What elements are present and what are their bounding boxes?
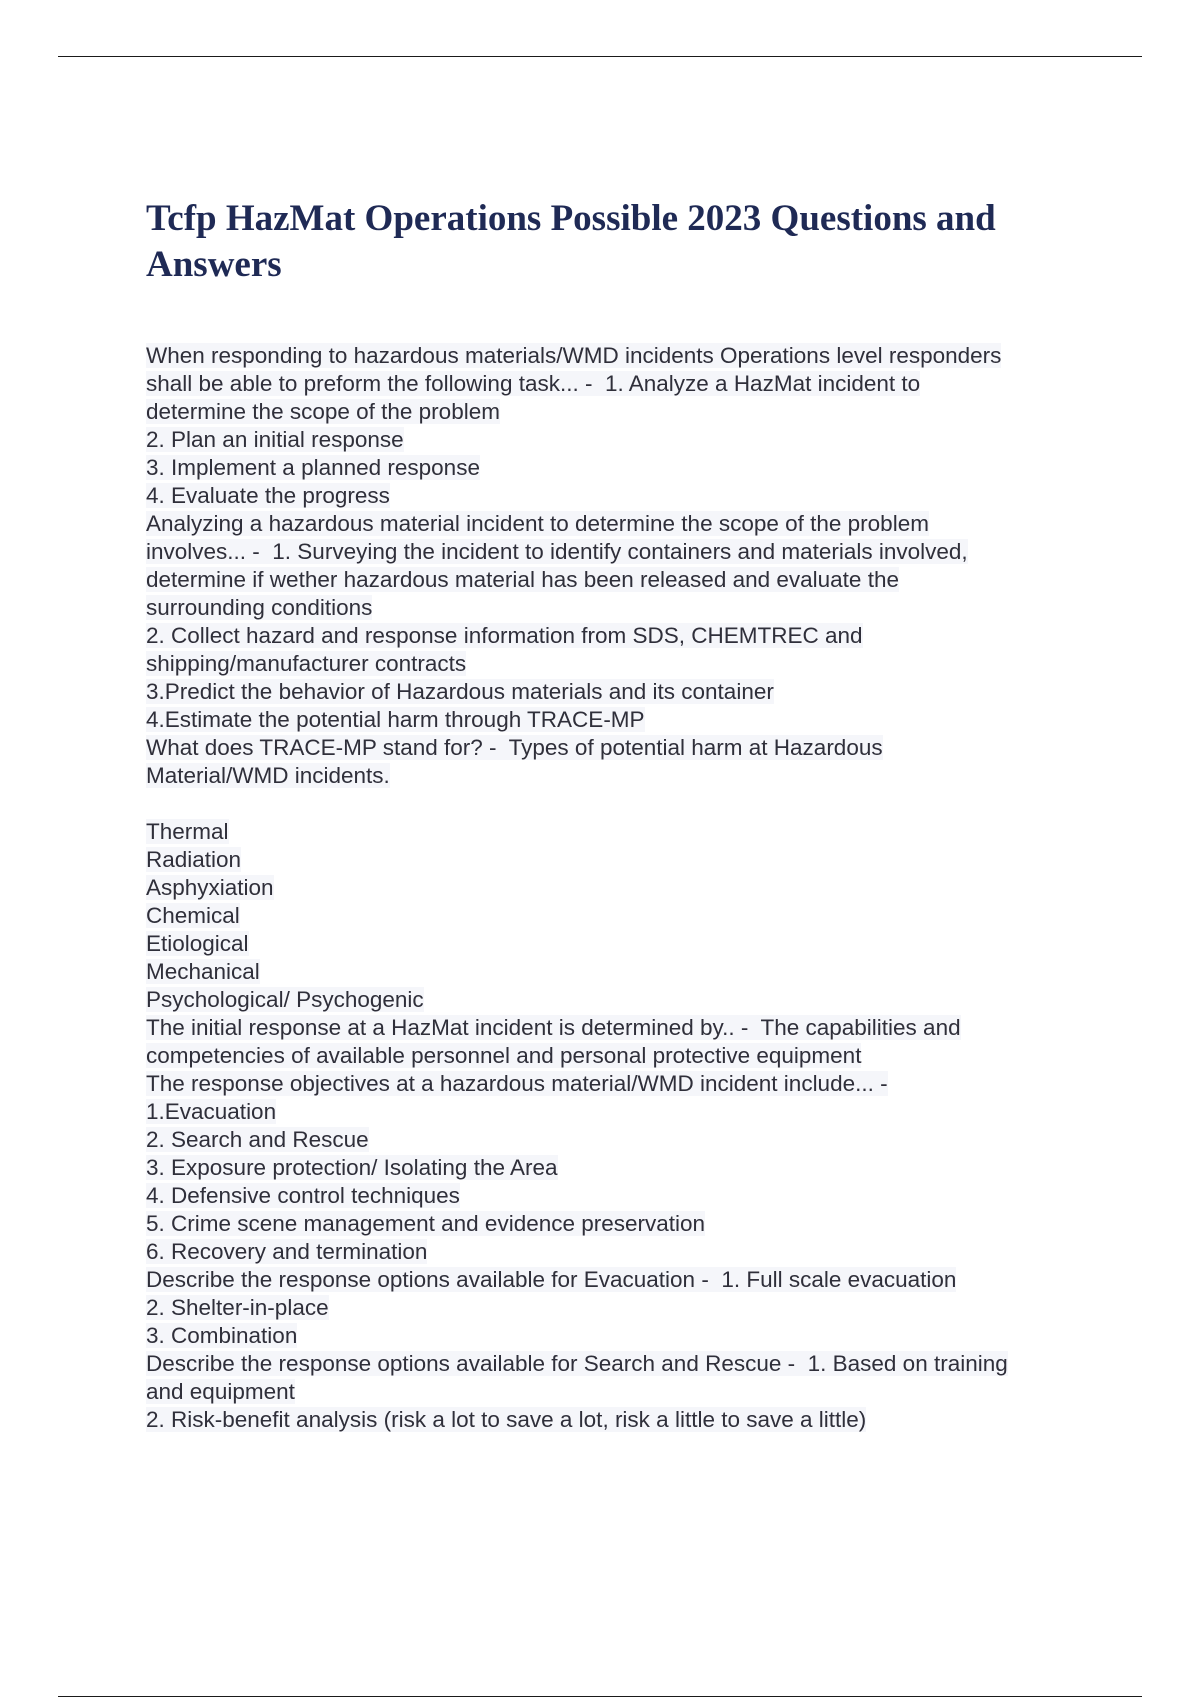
text-line bbox=[146, 706, 1146, 734]
text-line bbox=[146, 594, 1146, 622]
text-line-content: Material/WMD incidents. bbox=[146, 763, 390, 788]
text-line-content: determine the scope of the problem bbox=[146, 399, 500, 424]
text-line-content: 2. Risk-benefit analysis (risk a lot to save a lot, risk a little to save a little) bbox=[146, 1407, 867, 1432]
footer-rule bbox=[58, 1696, 1142, 1697]
text-line bbox=[146, 1154, 1146, 1182]
text-line-content: The initial response at a HazMat incident is determined by.. - The capabilities and bbox=[146, 1015, 961, 1040]
text-line bbox=[146, 426, 1146, 454]
text-line bbox=[146, 762, 1146, 790]
text-line-content: Mechanical bbox=[146, 959, 260, 984]
text-line-content: When responding to hazardous materials/WMD incidents Operations level responders bbox=[146, 343, 1002, 368]
text-line bbox=[146, 1182, 1146, 1210]
text-line-content: Radiation bbox=[146, 847, 242, 872]
text-line-content: 4. Evaluate the progress bbox=[146, 483, 390, 508]
text-line-content: shipping/manufacturer contracts bbox=[146, 651, 467, 676]
text-line bbox=[146, 1294, 1146, 1322]
text-line bbox=[146, 454, 1146, 482]
text-line-content: competencies of available personnel and personal protective equipment bbox=[146, 1043, 862, 1068]
text-line bbox=[146, 1126, 1146, 1154]
text-line-content: Describe the response options available for Evacuation - 1. Full scale evacuation bbox=[146, 1267, 957, 1292]
text-line-content: Thermal bbox=[146, 819, 229, 844]
text-line-content: Etiological bbox=[146, 931, 249, 956]
text-line bbox=[146, 986, 1146, 1014]
text-line-content: Asphyxiation bbox=[146, 875, 274, 900]
text-line-content: 3.Predict the behavior of Hazardous materials and its container bbox=[146, 679, 774, 704]
text-line bbox=[146, 1350, 1146, 1378]
text-line-content: Analyzing a hazardous material incident to determine the scope of the problem bbox=[146, 511, 929, 536]
text-line bbox=[146, 1406, 1146, 1434]
text-line-content: 6. Recovery and termination bbox=[146, 1239, 428, 1264]
document-title: Tcfp HazMat Operations Possible 2023 Questions and Answers bbox=[146, 198, 996, 285]
text-line-content: 3. Implement a planned response bbox=[146, 455, 480, 480]
text-line bbox=[146, 1210, 1146, 1238]
text-line-content: 1.Evacuation bbox=[146, 1099, 277, 1124]
text-line bbox=[146, 1014, 1146, 1042]
text-line-content: 2. Shelter-in-place bbox=[146, 1295, 329, 1320]
text-line-content: Chemical bbox=[146, 903, 240, 928]
text-line-content: Describe the response options available for Search and Rescue - 1. Based on training bbox=[146, 1351, 1008, 1376]
text-line bbox=[146, 874, 1146, 902]
text-line-content: The response objectives at a hazardous material/WMD incident include... - bbox=[146, 1071, 888, 1096]
text-line bbox=[146, 930, 1146, 958]
text-line-content: 2. Plan an initial response bbox=[146, 427, 404, 452]
text-line bbox=[146, 1266, 1146, 1294]
text-line-content: involves... - 1. Surveying the incident to identify containers and materials involved, bbox=[146, 539, 968, 564]
text-line-content: What does TRACE-MP stand for? - Types of potential harm at Hazardous bbox=[146, 735, 883, 760]
text-line-content: 2. Search and Rescue bbox=[146, 1127, 369, 1152]
text-line bbox=[146, 622, 1146, 650]
text-line bbox=[146, 342, 1146, 370]
text-line bbox=[146, 1238, 1146, 1266]
text-line bbox=[146, 1322, 1146, 1350]
text-line-content: 2. Collect hazard and response information from SDS, CHEMTREC and bbox=[146, 623, 863, 648]
text-line-content: 3. Exposure protection/ Isolating the Area bbox=[146, 1155, 558, 1180]
text-line bbox=[146, 846, 1146, 874]
text-line bbox=[146, 1070, 1146, 1098]
text-line bbox=[146, 958, 1146, 986]
text-line bbox=[146, 370, 1146, 398]
text-line-content: surrounding conditions bbox=[146, 595, 373, 620]
document-body bbox=[146, 342, 1146, 1434]
text-line-content: Psychological/ Psychogenic bbox=[146, 987, 424, 1012]
text-line-content: shall be able to preform the following task... - 1. Analyze a HazMat incident to bbox=[146, 371, 921, 396]
text-line-content: 5. Crime scene management and evidence preservation bbox=[146, 1211, 706, 1236]
text-line bbox=[146, 538, 1146, 566]
blank-line bbox=[146, 790, 1146, 818]
text-line bbox=[146, 482, 1146, 510]
text-line-content: 4.Estimate the potential harm through TRACE-MP bbox=[146, 707, 645, 732]
text-line bbox=[146, 734, 1146, 762]
text-line bbox=[146, 566, 1146, 594]
text-line bbox=[146, 902, 1146, 930]
text-line bbox=[146, 650, 1146, 678]
text-line bbox=[146, 818, 1146, 846]
header-rule bbox=[58, 56, 1142, 57]
text-line bbox=[146, 1378, 1146, 1406]
text-line-content: 3. Combination bbox=[146, 1323, 298, 1348]
text-line bbox=[146, 510, 1146, 538]
text-line bbox=[146, 1042, 1146, 1070]
text-line-content: determine if wether hazardous material has been released and evaluate the bbox=[146, 567, 899, 592]
text-line-content: 4. Defensive control techniques bbox=[146, 1183, 460, 1208]
text-line bbox=[146, 398, 1146, 426]
text-line bbox=[146, 678, 1146, 706]
text-line bbox=[146, 1098, 1146, 1126]
text-line-content: and equipment bbox=[146, 1379, 295, 1404]
